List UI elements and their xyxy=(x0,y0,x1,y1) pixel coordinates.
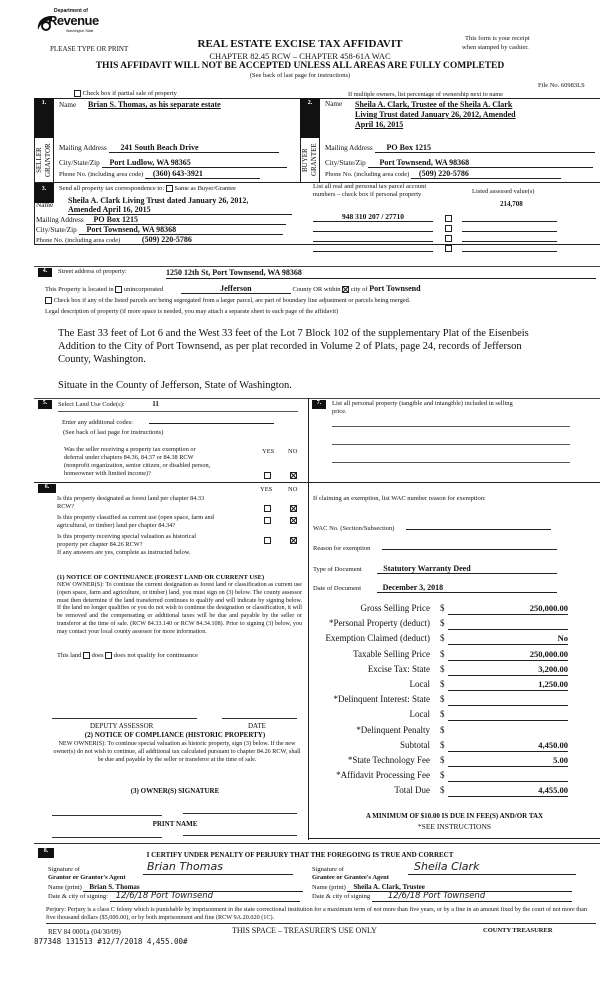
perjury-rule xyxy=(46,923,596,924)
assessed-value[interactable]: 214,708 xyxy=(500,200,523,208)
q1-no-checkbox[interactable] xyxy=(290,505,297,512)
this-land-label: This land xyxy=(57,652,82,659)
section-2-number: 2. xyxy=(300,98,320,138)
segregated-row xyxy=(45,297,410,304)
segregated-label: Check box if any of the listed parcels are being segregated from a larger parcel, are part of boundary line adjustment or parcels being merged. xyxy=(53,297,411,304)
section-4-number: 4. xyxy=(38,268,52,277)
amount-label: Subtotal xyxy=(399,739,430,750)
dollar-sign: $ xyxy=(440,785,445,796)
buyer-mailing-label: Mailing Address xyxy=(325,144,373,152)
q2-no-checkbox[interactable] xyxy=(290,517,297,524)
exemption-q-line-3: (nonprofit organization, senior citizen, or disabled person, xyxy=(64,462,211,469)
notice-compliance-title: (2) NOTICE OF COMPLIANCE (HISTORIC PROPERTY) xyxy=(84,731,266,739)
grantor-name-label: Name (print) xyxy=(48,884,82,891)
print-name-label: PRINT NAME xyxy=(152,820,198,828)
buyer-city-value[interactable]: Port Townsend, WA 98368 xyxy=(368,158,593,168)
grantor-sig-label-1: Signature of xyxy=(48,866,80,873)
seller-name-value[interactable]: Brian S. Thomas, as his separate estate xyxy=(87,100,221,109)
buyer-side-tab xyxy=(300,138,320,182)
q1-line-2: RCW? xyxy=(57,503,75,510)
deputy-date-label: DATE xyxy=(248,722,266,730)
deputy-date-line[interactable] xyxy=(222,718,297,719)
unincorporated-checkbox[interactable] xyxy=(115,286,122,293)
corr-mailing-value[interactable]: PO Box 1215 xyxy=(86,215,286,225)
corr-name-line-2: Amended April 16, 2015 xyxy=(68,205,292,215)
dollar-sign: $ xyxy=(440,618,445,629)
amount-value[interactable]: 5.00 xyxy=(448,755,568,767)
section6-no-header: NO xyxy=(288,486,298,493)
parcel-label-line-1: List all real and personal tax parcel account xyxy=(313,183,427,190)
notice-compliance-body: NEW OWNER(S): To continue special valuation as historic property, sign (3) below. If the new owner(s) do not wish to continue, all additional tax calculated pursuant to chapter 84.26 RCW, shall be due and payable by the seller or transferor at the time of sale. xyxy=(53,740,301,763)
corr-city-value[interactable]: Port Townsend, WA 98368 xyxy=(79,225,283,235)
does-not-label: does not qualify for continuance xyxy=(113,652,198,659)
grantee-name-value[interactable]: Sheila A. Clark, Trustee xyxy=(347,883,572,892)
parcel-blank-row[interactable] xyxy=(313,222,433,232)
document-type-value[interactable]: Statutory Warranty Deed xyxy=(377,564,557,574)
form-warning: THIS AFFIDAVIT WILL NOT BE ACCEPTED UNLESS ALL AREAS ARE FULLY COMPLETED xyxy=(95,61,505,71)
personal-property-checkbox[interactable] xyxy=(445,235,452,242)
amount-value[interactable]: No xyxy=(448,633,568,645)
county-or-label: County OR within xyxy=(292,286,341,293)
middle-divider xyxy=(308,398,309,840)
treasurer-stamp: 877348 131513 #12/7/2018 4,455.00# xyxy=(34,937,188,946)
grantor-signature[interactable]: Brian Thomas xyxy=(143,860,293,875)
does-not-checkbox[interactable] xyxy=(105,652,112,659)
grantee-sig-label xyxy=(312,866,389,882)
same-as-buyer-label: Same as Buyer/Grantee xyxy=(174,185,236,192)
please-type-text: PLEASE TYPE OR PRINT xyxy=(50,45,129,53)
dollar-sign: $ xyxy=(440,739,445,750)
multiple-owners-note: If multiple owners, list percentage of ownership next to name xyxy=(348,91,503,98)
legal-line-1: The East 33 feet of Lot 6 and the West 33 feet of the Lot 7 Block 102 of the supplementary Plat of the Eisenbeis xyxy=(58,328,529,339)
location-row xyxy=(45,284,421,294)
seller-side-tab xyxy=(34,138,54,182)
section8-top-rule xyxy=(34,843,600,844)
personal-property-label xyxy=(332,400,513,416)
document-type-label: Type of Document xyxy=(313,566,362,573)
grantor-side-label: GRANTOR xyxy=(44,143,52,177)
logo-sub-text: Washington State xyxy=(66,29,94,33)
section-5-number: 5. xyxy=(38,400,52,409)
q2-line-1: Is this property classified as current use (open space, farm and xyxy=(57,514,214,521)
perjury-notice: Perjury: Perjury is a class C felony which is punishable by imprisonment in the state correctional institution for a maximum term of not more than five years, or by a fine in an amount fixed by the court of not more than five thousand dollars ($5,000.00), or by both imprisonment and fine (RCW 9A.20.020 (1C). xyxy=(46,906,587,921)
unincorporated-label: unincorporated xyxy=(123,286,164,293)
legal-line-4: Situate in the County of Jefferson, State of Washington. xyxy=(58,380,292,391)
exemption-wac-label: If claiming an exemption, list WAC number reason for exemption: xyxy=(313,495,486,502)
amount-value[interactable]: 3,200.00 xyxy=(448,664,568,676)
exemption-q-line-4: homeowner with limited income)? xyxy=(64,470,151,477)
q3-line-1: Is this property receiving special valuation as historical xyxy=(57,533,197,540)
q3-line-2: property per chapter 84.26 RCW? xyxy=(57,541,143,548)
land-use-rule xyxy=(58,411,298,412)
dollar-sign: $ xyxy=(440,648,445,659)
amount-value[interactable] xyxy=(448,694,568,706)
dollar-sign: $ xyxy=(440,633,445,644)
notice-continuance-title: (1) NOTICE OF CONTINUANCE (FOREST LAND OR CURRENT USE) xyxy=(57,574,265,581)
exemption-yes-header: YES xyxy=(262,448,275,455)
exemption-q-line-1: Was the seller receiving a property tax exemption or xyxy=(64,446,196,453)
within-city-checkbox[interactable] xyxy=(342,286,349,293)
same-as-buyer-checkbox[interactable] xyxy=(166,185,173,192)
deputy-signature-line[interactable] xyxy=(52,718,197,719)
logo-top-text: Department of xyxy=(54,8,88,14)
city-of-label: city of xyxy=(350,286,368,293)
document-date-value[interactable]: December 3, 2018 xyxy=(377,583,557,593)
pp-label-line-2: price. xyxy=(332,408,347,415)
grantor-sig-label xyxy=(48,866,126,882)
legal-line-2: Addition to the City of Port Townsend, as per plat recorded in Volume 2 of Plats, page 24, records of Jefferson xyxy=(58,341,522,352)
exemption-yes-checkbox[interactable] xyxy=(264,472,271,479)
exemption-reason-input[interactable] xyxy=(382,549,557,550)
pp-label-line-1: List all personal property (tangible and intangible) included in selling xyxy=(332,400,513,407)
buyer-name-line-2: Living Trust dated January 26, 2012, Amended xyxy=(355,110,516,119)
file-number: File No. 60983LS xyxy=(538,82,585,89)
q1-yes-checkbox[interactable] xyxy=(264,505,271,512)
dollar-sign: $ xyxy=(440,603,445,613)
amount-label: *State Technology Fee xyxy=(347,755,430,765)
buyer-name-line-3: April 16, 2015 xyxy=(355,120,404,129)
section-3-number: 3. xyxy=(34,183,54,203)
logo-main-text: Revenue xyxy=(48,13,99,28)
buyer-city-label: City/State/Zip xyxy=(325,159,366,167)
grantor-sig-label-2: Grantor or Grantor's Agent xyxy=(48,874,126,881)
seller-phone-value[interactable]: (360) 643-3921 xyxy=(145,169,260,179)
section-6-number: 6. xyxy=(38,484,56,493)
amount-label: *Delinquent Penalty xyxy=(356,724,430,735)
amount-value[interactable] xyxy=(448,709,568,721)
notice-continuance-body: NEW OWNER(S): To continue the current designation as forest land or classification as current use (open space, farm and agriculture, or timber) land, you must sign on (3) below. The county assessor must then determine if the land transferred continues to qualify and will indicate by signing below. If the land no longer qualifies or you do not wish to continue the designation or classification, it will be removed and the compensating or additional taxes will be due and payable by the seller or transferor at the time of sale. (RCW 84.33.140 or RCW 84.34.108). Prior to signing (3) below, you may contact your local county assessor for more information. xyxy=(57,582,302,635)
exemption-q-line-2: deferral under chapters 84.36, 84.37 or 84.38 RCW xyxy=(64,454,194,461)
corr-phone-value[interactable]: (509) 220-5786 xyxy=(122,235,262,245)
buyer-name-label: Name xyxy=(325,100,343,108)
section6-yes-header: YES xyxy=(260,486,273,493)
grantee-sig-label-2: Grantee or Grantee's Agent xyxy=(312,874,389,881)
seller-city-value[interactable]: Port Ludlow, WA 98365 xyxy=(102,158,287,168)
corr-mailing-label: Mailing Address xyxy=(36,216,84,224)
corr-phone-label: Phone No. (including area code) xyxy=(36,237,121,244)
land-use-see-back: (See back of last page for instructions) xyxy=(63,429,164,436)
seller-mailing-label: Mailing Address xyxy=(59,144,107,152)
additional-codes-label: Enter any additional codes: xyxy=(62,419,133,426)
print-name-line-1[interactable] xyxy=(52,837,162,838)
exemption-question xyxy=(64,446,210,478)
buyer-name-line-1: Sheila A. Clark, Trustee of the Sheila A. Clark xyxy=(355,100,513,109)
grantee-date-value[interactable]: 12/6/18 Port Townsend xyxy=(372,891,572,902)
amount-value[interactable] xyxy=(448,725,568,737)
section4-top-rule xyxy=(34,266,600,267)
corr-city-label: City/State/Zip xyxy=(36,226,77,234)
grantor-name-value[interactable]: Brian S. Thomas xyxy=(83,883,303,892)
dollar-sign: $ xyxy=(440,709,445,720)
does-checkbox[interactable] xyxy=(83,652,90,659)
print-name-line-2[interactable] xyxy=(183,835,297,836)
amount-value[interactable]: 250,000.00 xyxy=(448,649,568,661)
receipt-note-2: when stamped by cashier. xyxy=(462,44,529,51)
amount-label: Local xyxy=(409,679,430,689)
grantee-date-label: Date & city of signing xyxy=(312,893,371,900)
form-revision: REV 84 0001a (04/30/09) xyxy=(48,928,121,936)
city-value[interactable]: Port Townsend xyxy=(369,284,421,293)
section6-top-rule xyxy=(34,482,308,483)
amount-label: Total Due xyxy=(394,785,430,796)
amount-value[interactable]: 4,450.00 xyxy=(448,740,568,752)
section7-mid-rule xyxy=(309,482,600,483)
q3-yes-checkbox[interactable] xyxy=(264,537,271,544)
wac-number-label: WAC No. (Section/Subsection) xyxy=(313,525,395,532)
grantee-signature[interactable]: Sheila Clark xyxy=(408,860,576,875)
corr-name-value[interactable] xyxy=(68,196,292,215)
amount-value[interactable]: 250,000.00 xyxy=(448,603,568,615)
exemption-no-checkbox[interactable] xyxy=(290,472,297,479)
corr-name-label: Name xyxy=(36,201,54,209)
assessed-blank-row[interactable] xyxy=(462,222,557,232)
parcel-list-label xyxy=(313,183,426,199)
legal-description-label: Legal description of property (if more space is needed, you may attach a separate sheet to each page of the affidavit) xyxy=(45,308,339,315)
buyer-side-label: BUYER xyxy=(301,148,309,172)
county-treasurer-label: COUNTY TREASURER xyxy=(483,927,553,934)
certification-title: I CERTIFY UNDER PENALTY OF PERJURY THAT THE FOREGOING IS TRUE AND CORRECT xyxy=(146,851,454,859)
legal-line-3: County, Washington. xyxy=(58,354,146,365)
exemption-no-header: NO xyxy=(288,448,298,455)
amount-value[interactable] xyxy=(448,770,568,782)
exemption-reason-label: Reason for exemption xyxy=(313,545,371,552)
form-title: REAL ESTATE EXCISE TAX AFFIDAVIT xyxy=(197,38,403,50)
amount-value[interactable]: 4,455.00 xyxy=(448,785,568,797)
seller-phone-label: Phone No. (including area code) xyxy=(59,171,144,178)
assessed-blank-row[interactable] xyxy=(462,242,557,252)
does-label: does xyxy=(91,652,104,659)
grantor-date-value[interactable]: 12/6/18 Port Townsend xyxy=(110,891,300,902)
street-address-value[interactable]: 1250 12th St, Port Townsend, WA 98368 xyxy=(166,268,596,279)
amount-label: Local xyxy=(409,709,430,720)
partial-sale-row xyxy=(74,90,177,97)
buyer-phone-label: Phone No. (including area code) xyxy=(325,171,410,178)
personal-property-checkboxes xyxy=(445,213,452,253)
section6-q2 xyxy=(57,514,262,530)
grantor-date-label: Date & city of signing: xyxy=(48,893,108,900)
buyer-mailing-value[interactable]: PO Box 1215 xyxy=(375,143,595,153)
seller-name-label: Name xyxy=(59,101,77,109)
if-yes-note: If any answers are yes, complete as instructed below. xyxy=(57,549,191,556)
personal-property-line[interactable] xyxy=(332,444,570,445)
grantee-name-label: Name (print) xyxy=(312,884,346,891)
owner-signature-line-1[interactable] xyxy=(52,815,162,816)
segregated-checkbox[interactable] xyxy=(45,297,52,304)
dollar-sign: $ xyxy=(440,679,445,689)
assessed-blank-row[interactable] xyxy=(462,232,557,242)
amount-value[interactable]: 1,250.00 xyxy=(448,679,568,691)
section-1-number: 1. xyxy=(34,98,54,138)
seller-mailing-value[interactable]: 241 South Beach Drive xyxy=(109,143,279,153)
personal-property-line[interactable] xyxy=(332,426,570,427)
personal-property-checkbox[interactable] xyxy=(445,225,452,232)
section6-q3 xyxy=(57,533,262,557)
corr-name-line-1: Sheila A. Clark Living Trust dated January 26, 2012, xyxy=(68,196,249,205)
document-date-label: Date of Document xyxy=(313,585,362,592)
partial-sale-checkbox[interactable] xyxy=(74,90,81,97)
seller-side-label: SELLER xyxy=(35,147,43,173)
parcel-rows xyxy=(313,212,433,252)
owner-signature-label: (3) OWNER(S) SIGNATURE xyxy=(130,787,220,795)
q3-no-checkbox[interactable] xyxy=(290,537,297,544)
partial-sale-label: Check box if partial sale of property xyxy=(82,90,177,97)
county-value[interactable]: Jefferson xyxy=(181,284,291,294)
assessed-blank-row[interactable] xyxy=(462,212,557,222)
amount-value[interactable] xyxy=(448,618,568,630)
dollar-sign: $ xyxy=(440,755,445,765)
q1-line-1: Is this property designated as forest land per chapter 84.33 xyxy=(57,495,205,502)
correspondence-label: Send all property tax correspondence to: xyxy=(59,185,165,192)
amount-label: *Delinquent Interest: State xyxy=(333,694,430,705)
legal-description-text[interactable] xyxy=(58,327,598,392)
dollar-sign: $ xyxy=(440,694,445,705)
treasurer-space-label: THIS SPACE – TREASURER'S USE ONLY xyxy=(232,926,377,935)
dollar-sign: $ xyxy=(440,770,445,781)
amount-label: *Personal Property (deduct) xyxy=(329,618,430,629)
grantee-sig-label-1: Signature of xyxy=(312,866,344,873)
dollar-sign: $ xyxy=(440,663,445,674)
see-instructions-note: *SEE INSTRUCTIONS xyxy=(417,822,492,831)
parcel-blank-row[interactable] xyxy=(313,232,433,242)
minimum-note: A MINIMUM OF $10.00 IS DUE IN FEE(S) AND/OR TAX xyxy=(365,812,544,820)
parcel-number[interactable]: 948 310 207 / 27710 xyxy=(313,212,433,222)
personal-property-line[interactable] xyxy=(332,462,570,463)
right-bottom-rule xyxy=(308,838,600,839)
street-address-label: Street address of property: xyxy=(58,268,127,275)
grantee-side-label: GRANTEE xyxy=(310,143,318,177)
exemption-yes-checkbox-wrap xyxy=(264,471,271,479)
dollar-sign: $ xyxy=(440,724,445,735)
seller-city-label: City/State/Zip xyxy=(59,159,100,167)
continuance-row xyxy=(57,652,198,659)
personal-property-checkbox[interactable] xyxy=(445,245,452,252)
see-back-note: (See back of last page for instructions) xyxy=(249,72,351,79)
land-use-code[interactable]: 11 xyxy=(152,400,159,408)
parcel-label-line-2: numbers – check box if personal property xyxy=(313,191,422,198)
receipt-note-1: This form is your receipt xyxy=(465,35,530,42)
q2-yes-checkbox[interactable] xyxy=(264,517,271,524)
exemption-no-checkbox-wrap xyxy=(290,471,297,479)
personal-property-checkbox[interactable] xyxy=(445,215,452,222)
section-7-number: 7. xyxy=(312,400,326,409)
land-use-label: Select Land Use Code(s): xyxy=(58,401,125,408)
form-chapter: CHAPTER 82.45 RCW – CHAPTER 458-61A WAC xyxy=(209,51,391,61)
wac-number-input[interactable] xyxy=(406,529,551,530)
amount-label: *Affidavit Processing Fee xyxy=(336,770,430,781)
parcel-blank-row[interactable] xyxy=(313,242,433,252)
buyer-phone-value[interactable]: (509) 220-5786 xyxy=(411,169,561,179)
amount-label: Gross Selling Price xyxy=(360,603,430,613)
section6-q1 xyxy=(57,495,262,511)
dor-logo xyxy=(36,8,99,36)
assessed-value-label: Listed assessed value(s) xyxy=(472,188,535,195)
amount-label: Exemption Claimed (deduct) xyxy=(325,633,430,644)
amount-label: Taxable Selling Price xyxy=(353,648,430,659)
additional-codes-input[interactable] xyxy=(149,423,274,424)
owner-signature-line-2[interactable] xyxy=(183,813,297,814)
assessed-rows xyxy=(462,212,557,252)
section-8-number: 8. xyxy=(38,848,54,858)
deputy-assessor-label: DEPUTY ASSESSOR xyxy=(90,722,154,730)
q2-line-2: agricultural, or timber) land per chapter 84.34? xyxy=(57,522,176,529)
amount-label: Excise Tax: State xyxy=(367,663,430,674)
section5-top-rule xyxy=(34,398,600,399)
located-in-label: This Property is located in xyxy=(45,286,114,293)
buyer-name-value[interactable] xyxy=(355,100,516,130)
